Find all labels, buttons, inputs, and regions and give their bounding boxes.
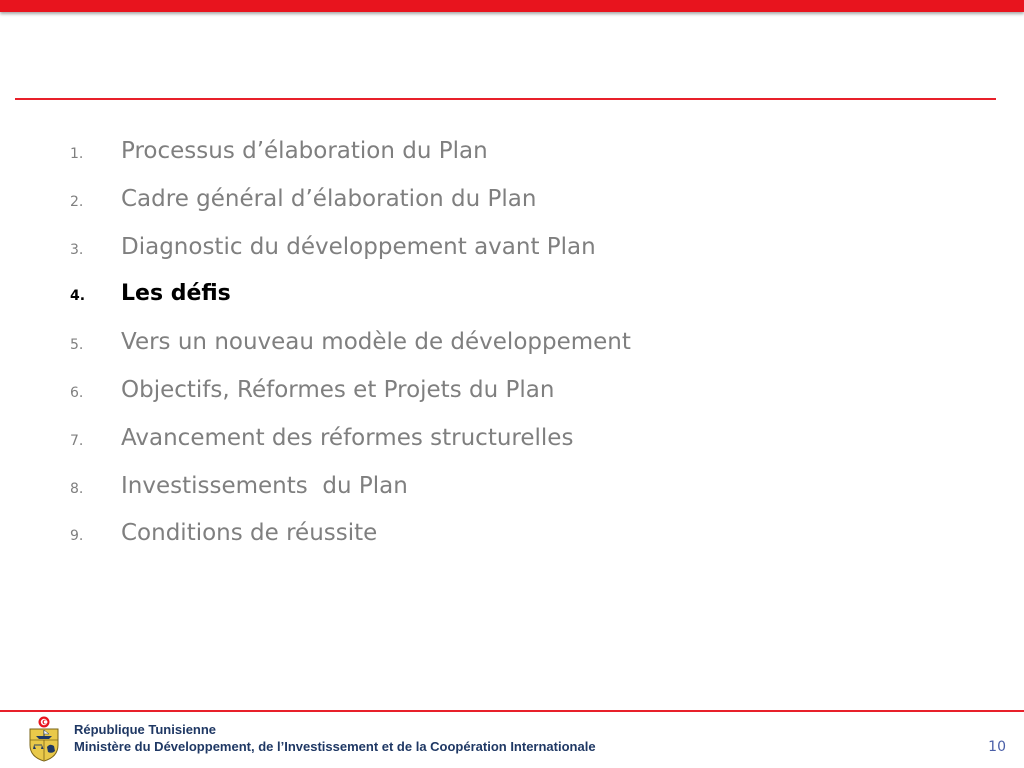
- agenda-item-number: 7.: [70, 432, 84, 449]
- agenda-item-label: Avancement des réformes structurelles: [121, 424, 574, 451]
- agenda-item-number: 1.: [70, 146, 84, 162]
- agenda-item: [70, 138, 631, 186]
- agenda-item-label: Cadre général d’élaboration du Plan: [121, 185, 537, 212]
- agenda-item-number: 4.: [70, 288, 86, 305]
- agenda-item-label: Processus d’élaboration du Plan: [121, 138, 488, 164]
- agenda-item-number: 2.: [70, 193, 84, 210]
- footer-divider: [0, 710, 1024, 712]
- agenda-item-current: [70, 281, 631, 329]
- agenda-item-number: 8.: [70, 480, 84, 497]
- agenda-item-label: Vers un nouveau modèle de développement: [121, 329, 631, 356]
- footer-ministry: Ministère du Développement, de l’Investissement et de la Coopération Internationale: [74, 739, 596, 754]
- page-number: 10: [988, 739, 1006, 755]
- agenda-item: [70, 186, 631, 234]
- agenda-item-number: 9.: [70, 528, 84, 545]
- footer-institution: [74, 721, 596, 755]
- agenda-item-number: 3.: [70, 241, 84, 258]
- tunisia-coat-of-arms-icon: [25, 715, 63, 763]
- footer-country: République Tunisienne: [74, 722, 217, 737]
- agenda-list: [70, 138, 631, 568]
- agenda-item: [70, 425, 631, 473]
- agenda-item-number: 5.: [70, 337, 84, 354]
- agenda-item-label: Objectifs, Réformes et Projets du Plan: [121, 376, 555, 403]
- agenda-item-label: Investissements du Plan: [121, 472, 408, 499]
- agenda-item: [70, 473, 631, 521]
- agenda-item-number: 6.: [70, 384, 84, 401]
- agenda-item: [70, 329, 631, 377]
- agenda-item-label: Diagnostic du développement avant Plan: [121, 233, 596, 260]
- agenda-item-label: Conditions de réussite: [121, 520, 378, 547]
- agenda-item: [70, 377, 631, 425]
- agenda-item-label: Les défis: [121, 281, 231, 307]
- agenda-item: [70, 234, 631, 282]
- agenda-item: [70, 520, 631, 568]
- title-divider: [15, 98, 996, 100]
- top-red-bar: [0, 0, 1024, 12]
